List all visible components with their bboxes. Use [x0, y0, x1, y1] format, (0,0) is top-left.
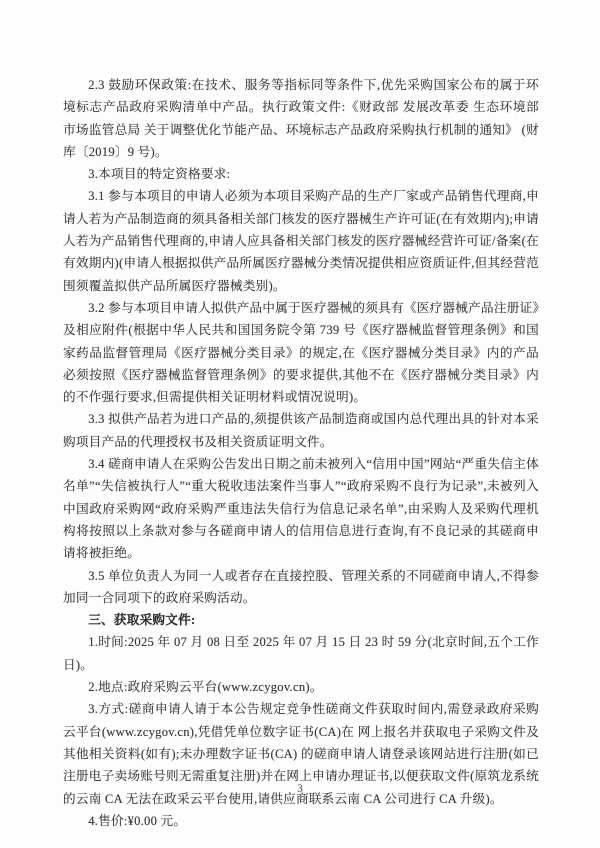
page-number: 3 — [297, 783, 303, 795]
document-body — [63, 74, 539, 832]
paragraph-location: 2.地点:政府采购云平台(www.zcygov.cn)。 — [88, 680, 323, 695]
paragraph-env-policy: 2.3 鼓励环保政策:在技术、服务等指标同等条件下,优先采购国家公布的属于环境标志产品政府采购清单中产品。执行政策文件:《财政部 发展改革委 生态环境部 市场监管总局 关于调整优化节能产品、环境标志产品政府采购执行机制的通知》 (财库〔2019〕9 号)。 — [63, 78, 539, 159]
paragraph-specific-qualifications-heading: 3.本项目的特定资格要求: — [88, 167, 231, 182]
section-heading-obtain-documents: 三、获取采购文件: — [88, 613, 196, 628]
paragraph-time: 1.时间:2025 年 07 月 08 日至 2025 年 07 月 15 日 23 时 59 分(北京时间,五个工作日)。 — [63, 635, 539, 672]
paragraph-method: 3.方式:磋商申请人请于本公告规定竞争性磋商文件获取时间内,需登录政府采购云平台(www.zcygov.cn),凭借凭单位数字证书(CA)在 网上报名并获取电子采购文件及其他相关资料(如有);未办理数字证书(CA) 的磋商申请人请登录该网站进行注册(如已注册电子卖场账号则无需重复注册)并在网上申请办理证书,以便获取文件(原筑龙系统的云南 CA 无法在政采云平台使用,请供应商联系云南 CA 公司进行 CA 升级)。 — [63, 702, 539, 806]
paragraph-price: 4.售价:¥0.00 元。 — [88, 813, 187, 828]
paragraph-3-3: 3.3 拟供产品若为进口产品的,须提供该产品制造商或国内总代理出具的针对本采购项目产品的代理授权书及相关资质证明文件。 — [63, 412, 539, 449]
paragraph-3-4: 3.4 磋商申请人在采购公告发出日期之前未被列入“信用中国”网站“严重失信主体名单”“失信被执行人”“重大税收违法案件当事人”“政府采购不良行为记录”,未被列入中国政府采购网“政府采购严重违法失信行为信息记录名单”,由采购人及采购代理机构将按照以上条款对参与各磋商申请人的信用信息进行查询,有不良记录的其磋商申请将被拒绝。 — [63, 457, 539, 561]
paragraph-3-1: 3.1 参与本项目的申请人必须为本项目采购产品的生产厂家或产品销售代理商,申请人若为产品制造商的须具备相关部门核发的医疗器械生产许可证(在有效期内);申请人若为产品销售代理商的,申请人应具备相关部门核发的医疗器械经营许可证/备案(在有效期内)(申请人根据拟供产品所属医疗器械分类情况提供相应资质证件,但其经营范围须覆盖拟供产品所属医疗器械类别)。 — [63, 189, 539, 293]
paragraph-3-5: 3.5 单位负责人为同一人或者存在直接控股、管理关系的不同磋商申请人,不得参加同一合同项下的政府采购活动。 — [63, 568, 539, 605]
paragraph-3-2: 3.2 参与本项目申请人拟供产品中属于医疗器械的须具有《医疗器械产品注册证》及相应附件(根据中华人民共和国国务院令第 739 号《医疗器械监督管理条例》和国家药品监督管理局《医疗器械分类目录》的规定,在《医疗器械分类目录》内的产品必须按照《医疗器械监督管理条例》的要求提供,其他不在《医疗器械分类目录》内的不作强行要求,但需提供相关证明材料或情况说明)。 — [63, 300, 539, 405]
